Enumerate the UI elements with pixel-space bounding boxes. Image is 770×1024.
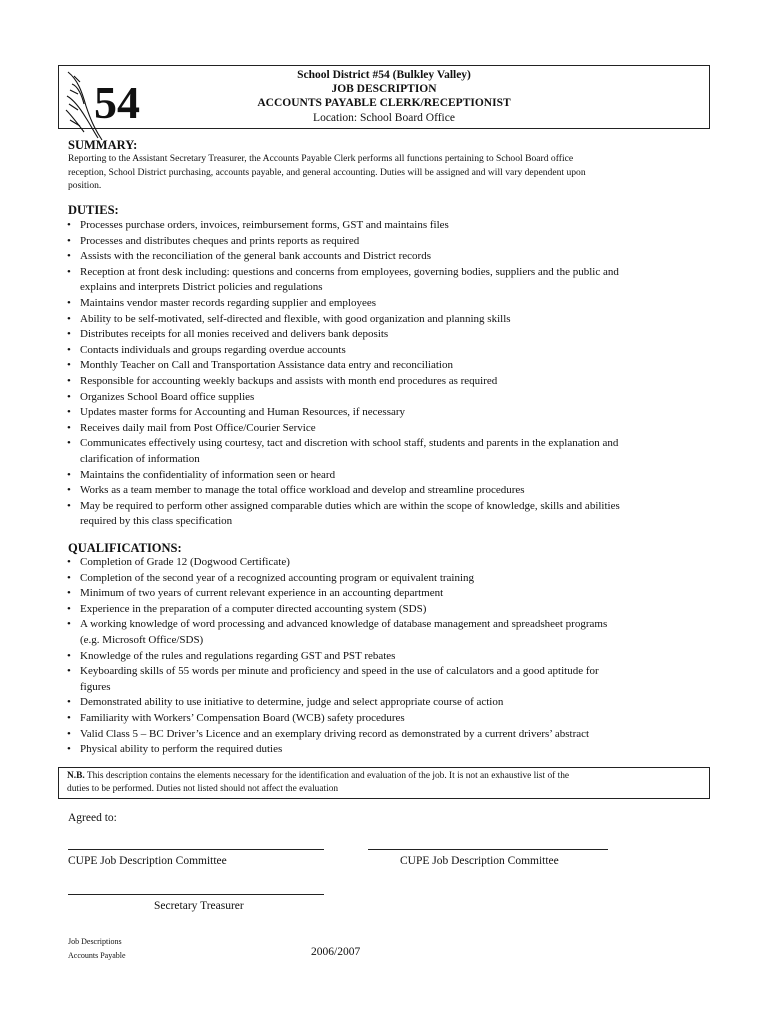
list-item-line: • Keyboarding skills of 55 words per minute and proficiency and speed in the use of calculators and a good aptitude for bbox=[80, 665, 599, 678]
list-item bbox=[66, 695, 716, 711]
signature-label-left: CUPE Job Description Committee bbox=[68, 855, 227, 867]
qualifications-heading: QUALIFICATIONS: bbox=[68, 541, 182, 555]
list-item-line: • Communicates effectively using courtesy, tact and discretion with school staff, students and parents in the explanation and bbox=[80, 437, 619, 450]
list-item bbox=[66, 617, 716, 648]
list-item bbox=[66, 742, 716, 758]
list-item-line: • Processes purchase orders, invoices, reimbursement forms, GST and maintains files bbox=[80, 219, 449, 231]
district-name: School District #54 (Bulkley Valley) bbox=[297, 69, 471, 81]
list-item-line: • Completion of the second year of a recognized accounting program or equivalent training bbox=[80, 571, 475, 584]
list-item-line: • Processes and distributes cheques and prints reports as required bbox=[80, 234, 360, 247]
list-item bbox=[66, 265, 716, 296]
list-item bbox=[66, 727, 716, 743]
list-item bbox=[66, 571, 716, 587]
list-item-line: • Demonstrated ability to use initiative to determine, judge and select appropriate course of action bbox=[80, 696, 504, 709]
list-item-line: • Receives daily mail from Post Office/Courier Service bbox=[80, 421, 316, 434]
list-item bbox=[66, 436, 716, 467]
list-item-line: • Monthly Teacher on Call and Transportation Assistance data entry and reconciliation bbox=[80, 359, 453, 372]
list-item-line: • Ability to be self-motivated, self-directed and flexible, with good organization and planning skills bbox=[80, 312, 511, 325]
signature-label-right: CUPE Job Description Committee bbox=[400, 855, 559, 867]
list-item-line: • Minimum of two years of current relevant experience in an accounting department bbox=[80, 587, 444, 600]
list-item-line: • A working knowledge of word processing and advanced knowledge of database management and spreadsheet programs bbox=[80, 618, 608, 631]
list-item-line: • Valid Class 5 – BC Driver’s Licence and an exemplary driving record as demonstrated by a current drivers’ abstract bbox=[80, 727, 590, 740]
list-item bbox=[66, 711, 716, 727]
note-text-line1: This description contains the elements necessary for the identification and evaluation of the job. It is not an exhaustive list of the bbox=[84, 771, 570, 781]
list-item-line: • May be required to perform other assigned comparable duties which are within the scope of knowledge, skills and abilities bbox=[80, 499, 620, 512]
list-item-line: • Completion of Grade 12 (Dogwood Certificate) bbox=[80, 556, 290, 568]
footer-subcategory: Accounts Payable bbox=[68, 951, 126, 960]
list-item-line: figures bbox=[80, 680, 111, 693]
summary-line: Reporting to the Assistant Secretary Treasurer, the Accounts Payable Clerk performs all functions pertaining to School Board office bbox=[68, 153, 574, 164]
list-item-line: • Works as a team member to manage the total office workload and develop and streamline procedures bbox=[80, 484, 525, 497]
signature-line-left bbox=[68, 849, 324, 850]
list-item bbox=[66, 312, 716, 328]
list-item-line: • Maintains vendor master records regarding supplier and employees bbox=[80, 296, 376, 309]
list-item bbox=[66, 405, 716, 421]
list-item-line: • Organizes School Board office supplies bbox=[80, 390, 255, 403]
list-item bbox=[66, 296, 716, 312]
list-item-line: clarification of information bbox=[80, 452, 200, 465]
footer-year: 2006/2007 bbox=[311, 946, 361, 958]
job-title: ACCOUNTS PAYABLE CLERK/RECEPTIONIST bbox=[257, 97, 511, 109]
list-item-line: • Responsible for accounting weekly backups and assists with month end procedures as required bbox=[80, 374, 498, 387]
signature-line-right bbox=[368, 849, 608, 850]
list-item bbox=[66, 234, 716, 250]
footer-category: Job Descriptions bbox=[68, 937, 122, 946]
agreed-to-label: Agreed to: bbox=[68, 812, 117, 824]
list-item bbox=[66, 586, 716, 602]
list-item bbox=[66, 327, 716, 343]
summary-line: position. bbox=[68, 180, 102, 191]
note-label: N.B. bbox=[67, 771, 85, 781]
list-item bbox=[66, 390, 716, 406]
summary-heading: SUMMARY: bbox=[68, 138, 138, 152]
list-item bbox=[66, 218, 716, 234]
summary-text bbox=[68, 152, 708, 193]
list-item bbox=[66, 249, 716, 265]
duties-heading: DUTIES: bbox=[68, 203, 119, 217]
list-item bbox=[66, 468, 716, 484]
note-text-line2: duties to be performed. Duties not listed should not affect the evaluation bbox=[67, 784, 339, 794]
list-item-line: • Maintains the confidentiality of information seen or heard bbox=[80, 468, 336, 481]
list-item-line: • Physical ability to perform the required duties bbox=[80, 743, 283, 756]
signature-label-bottom: Secretary Treasurer bbox=[154, 900, 244, 912]
list-item-line: • Reception at front desk including: questions and concerns from employees, governing bodies, suppliers and the public and bbox=[80, 265, 619, 278]
list-item-line: • Distributes receipts for all monies received and delivers bank deposits bbox=[80, 328, 389, 341]
list-item bbox=[66, 421, 716, 437]
document-type: JOB DESCRIPTION bbox=[331, 83, 437, 95]
note-box bbox=[58, 767, 710, 799]
list-item bbox=[66, 649, 716, 665]
list-item bbox=[66, 499, 716, 530]
list-item bbox=[66, 602, 716, 618]
list-item bbox=[66, 664, 716, 695]
list-item-line: explains and interprets District policies and regulations bbox=[80, 281, 323, 294]
summary-line: reception, School District purchasing, accounts payable, and general accounting. Duties will be assigned and will vary dependent upon bbox=[68, 166, 586, 178]
list-item bbox=[66, 483, 716, 499]
list-item-line: • Knowledge of the rules and regulations regarding GST and PST rebates bbox=[80, 649, 396, 662]
list-item-line: • Experience in the preparation of a computer directed accounting system (SDS) bbox=[80, 602, 427, 615]
qualifications-list bbox=[66, 555, 716, 758]
list-item-line: required by this class specification bbox=[80, 515, 233, 528]
list-item-line: • Familiarity with Workers’ Compensation Board (WCB) safety procedures bbox=[80, 711, 405, 724]
list-item bbox=[66, 343, 716, 359]
list-item bbox=[66, 374, 716, 390]
list-item-line: (e.g. Microsoft Office/SDS) bbox=[80, 633, 204, 646]
duties-list bbox=[66, 218, 716, 530]
list-item bbox=[66, 358, 716, 374]
list-item-line: • Updates master forms for Accounting and Human Resources, if necessary bbox=[80, 406, 406, 419]
list-item bbox=[66, 555, 716, 571]
svg-text:54: 54 bbox=[94, 77, 140, 128]
list-item-line: • Assists with the reconciliation of the general bank accounts and District records bbox=[80, 250, 431, 263]
signature-line-bottom bbox=[68, 894, 324, 895]
job-location: Location: School Board Office bbox=[313, 112, 455, 124]
list-item-line: • Contacts individuals and groups regarding overdue accounts bbox=[80, 343, 346, 356]
